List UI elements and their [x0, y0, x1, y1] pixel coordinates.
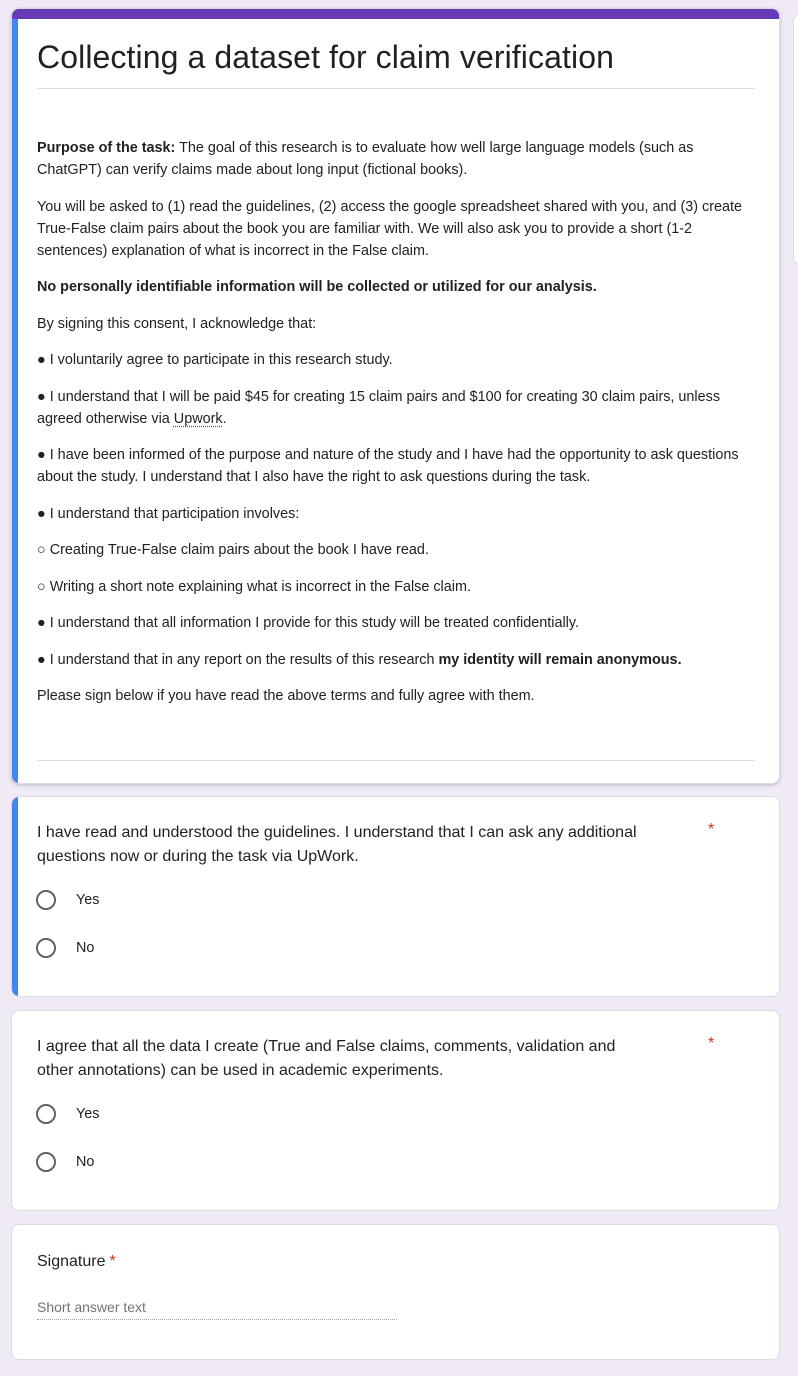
consent-bullet: ● I understand that participation involves: — [37, 505, 300, 522]
consent-bullet: ● I have been informed of the purpose and nature of the study and I have had the opportunity to ask questions about the study. I understand that I also have the right to ask questions during the task. — [37, 447, 739, 485]
option-label: Yes — [76, 1106, 100, 1122]
question-card-guidelines — [11, 796, 780, 997]
consent-intro: By signing this consent, I acknowledge that: — [37, 315, 317, 332]
required-asterisk: * — [708, 1035, 715, 1052]
divider — [37, 760, 755, 761]
signature-label: Signature * — [37, 1253, 116, 1270]
consent-bullet: ● I voluntarily agree to participate in this research study. — [37, 352, 393, 368]
required-asterisk: * — [109, 1253, 116, 1270]
divider — [37, 88, 755, 89]
purpose-paragraph — [37, 137, 749, 181]
signature-input[interactable] — [37, 1295, 397, 1320]
consent-sub-bullet: ○ Writing a short note explaining what is incorrect in the False claim. — [37, 578, 471, 595]
option-label: Yes — [76, 892, 100, 908]
option-no[interactable] — [36, 1152, 94, 1172]
instructions-paragraph: You will be asked to (1) read the guidelines, (2) access the google spreadsheet shared with you, and (3) create True-False claim pairs about the book you are familiar with. We will also ask you to provide a short (1-2 sentences) explanation of what is incorrect in the False claim. — [37, 198, 743, 259]
purpose-text: The goal of this research is to evaluate how well large language models (such as ChatGPT) can verify claims made about long input (fictional books). — [37, 140, 694, 178]
radio-button[interactable] — [36, 890, 56, 910]
question-card-data-usage — [11, 1010, 780, 1211]
option-yes[interactable] — [36, 1104, 99, 1124]
question-text: I agree that all the data I create (True and False claims, comments, validation and other annotations) can be used in academic experiments. — [37, 1038, 616, 1079]
required-asterisk: * — [708, 821, 715, 838]
radio-button[interactable] — [36, 1152, 56, 1172]
upwork-word: Upwork — [173, 410, 223, 427]
form-title: Collecting a dataset for claim verification — [37, 39, 615, 75]
consent-sub-bullet: ○ Creating True-False claim pairs about the book I have read. — [37, 542, 429, 558]
consent-bullet: ● I understand that all information I provide for this study will be treated confidentially. — [37, 615, 579, 631]
consent-bullet: ● I understand that in any report on the results of this research my identity will remain anonymous. — [37, 651, 682, 668]
radio-button[interactable] — [36, 1104, 56, 1124]
option-label: No — [76, 940, 95, 956]
title-card — [11, 8, 780, 784]
theme-bar — [12, 9, 779, 19]
purpose-label: Purpose of the task: — [37, 140, 176, 156]
form-description — [37, 137, 749, 722]
sign-instruction: Please sign below if you have read the above terms and fully agree with them. — [37, 688, 535, 704]
question-text: I have read and understood the guidelines. I understand that I can ask any additional questions now or during the task via UpWork. — [37, 824, 637, 865]
privacy-statement: No personally identifiable information will be collected or utilized for our analysis. — [37, 279, 597, 295]
option-no[interactable] — [36, 938, 94, 958]
option-label: No — [76, 1154, 95, 1170]
radio-button[interactable] — [36, 938, 56, 958]
side-toolbar — [793, 14, 798, 264]
signature-card — [11, 1224, 780, 1360]
option-yes[interactable] — [36, 890, 99, 910]
consent-bullet: ● I understand that I will be paid $45 for creating 15 claim pairs and $100 for creating 30 claim pairs, unless agreed otherwise via Upwork. — [37, 388, 721, 427]
